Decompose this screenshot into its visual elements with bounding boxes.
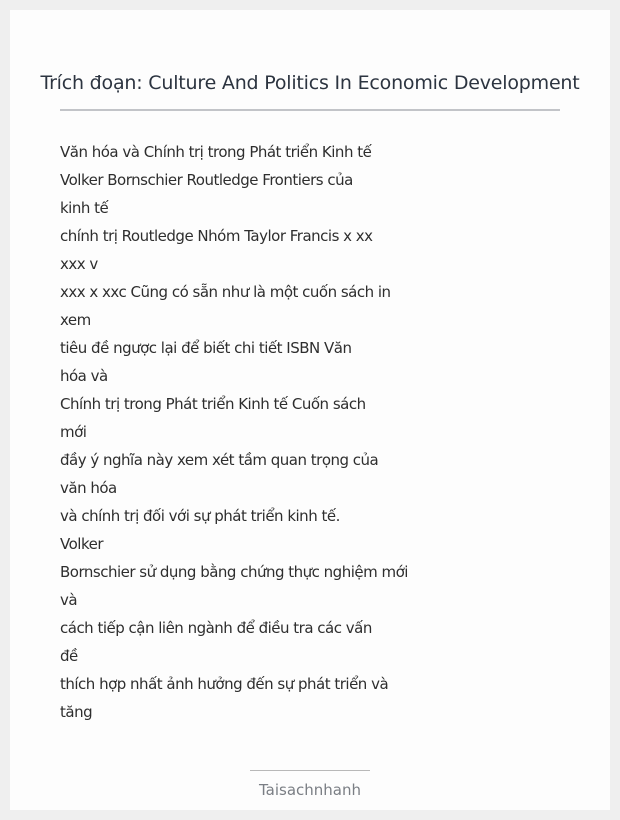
text-line: và chính trị đối với sự phát triển kinh tế. <box>60 507 340 525</box>
text-line: mới <box>60 423 87 441</box>
text-line: tiêu đề ngược lại để biết chi tiết ISBN Văn <box>60 339 352 357</box>
text-line: xxx x xxc Cũng có sẵn như là một cuốn sách in <box>60 283 391 301</box>
text-line: Volker Bornschier Routledge Frontiers của <box>60 171 353 189</box>
footer-divider <box>250 770 370 771</box>
text-line: Volker <box>60 535 103 553</box>
text-line: đề <box>60 647 78 665</box>
text-line: kinh tế <box>60 199 109 217</box>
text-line: xxx v <box>60 255 98 273</box>
text-line: Văn hóa và Chính trị trong Phát triển Kinh tế <box>60 143 372 161</box>
page-title: Trích đoạn: Culture And Politics In Economic Development <box>40 72 580 94</box>
text-line: cách tiếp cận liên ngành để điều tra các vấn <box>60 619 372 637</box>
text-line: xem <box>60 311 91 329</box>
text-line: đầy ý nghĩa này xem xét tầm quan trọng của <box>60 451 379 469</box>
text-line: hóa và <box>60 367 108 385</box>
excerpt-body <box>60 138 440 726</box>
text-line: Chính trị trong Phát triển Kinh tế Cuốn sách <box>60 395 366 413</box>
text-line: chính trị Routledge Nhóm Taylor Francis x xx <box>60 227 373 245</box>
text-line: và <box>60 591 78 609</box>
text-line: văn hóa <box>60 479 117 497</box>
footer-source: Taisachnhanh <box>258 781 362 799</box>
text-line: thích hợp nhất ảnh hưởng đến sự phát triển và <box>60 675 389 693</box>
text-line: tăng <box>60 703 93 721</box>
text-line: Bornschier sử dụng bằng chứng thực nghiệm mới <box>60 563 408 581</box>
title-divider <box>60 109 560 111</box>
